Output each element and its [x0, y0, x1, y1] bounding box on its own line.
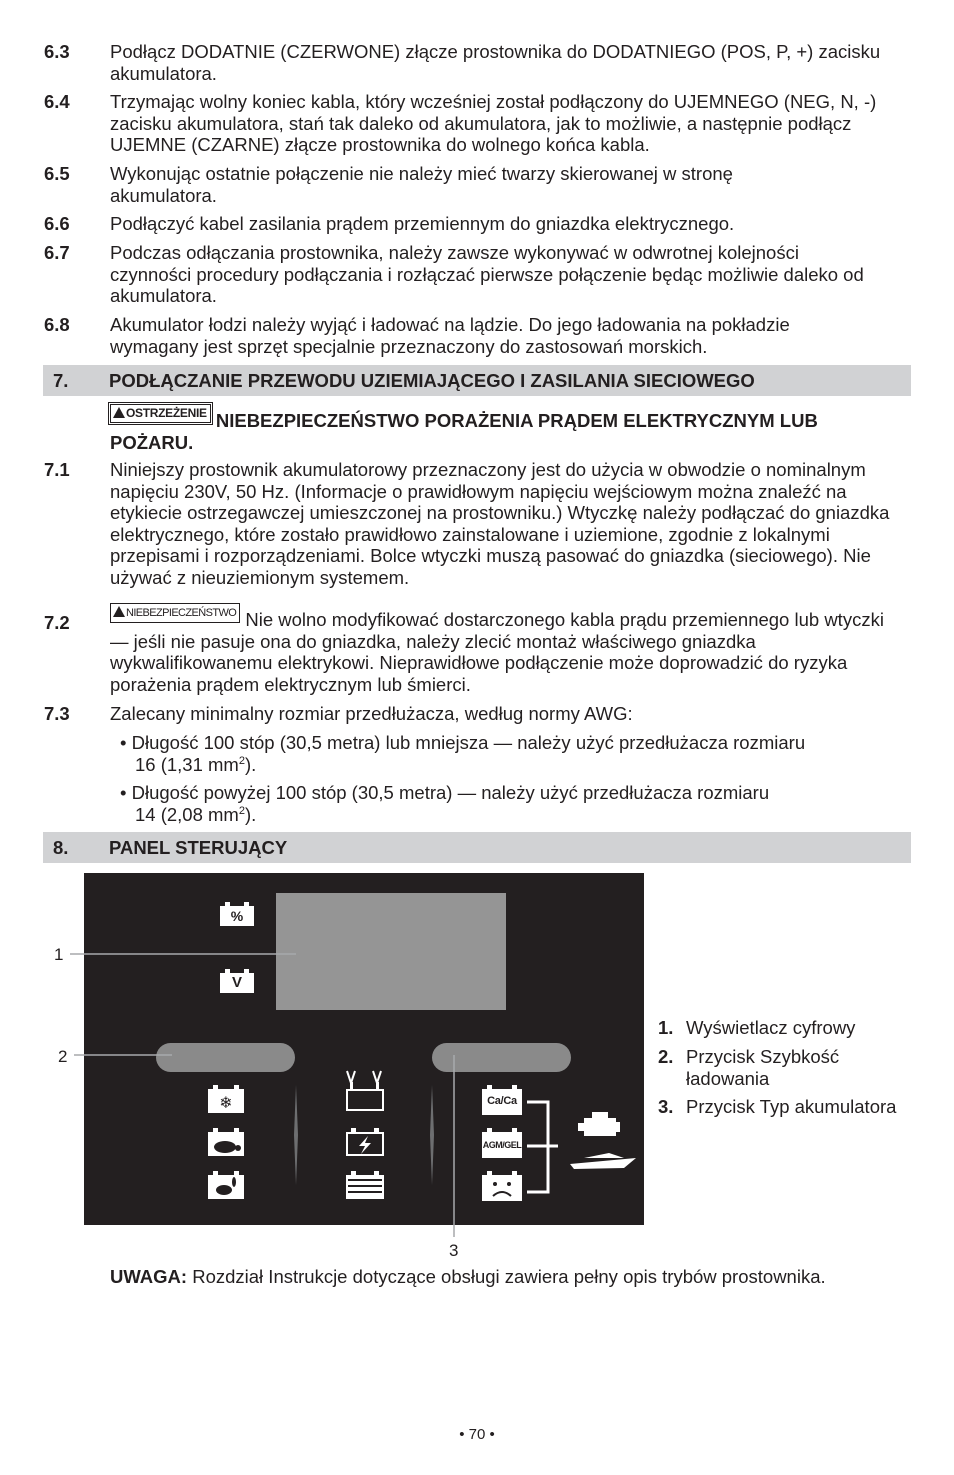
- svg-text:❄: ❄: [219, 1093, 233, 1112]
- item-number: 6.8: [44, 314, 70, 335]
- agm-gel-label: AGM/GEL: [482, 1140, 522, 1150]
- page-number: • 70 •: [459, 1426, 495, 1443]
- item-text: Podłączyć kabel zasilania prądem przemiennym do gniazdka elektrycznego.: [110, 213, 735, 234]
- snowflake-battery-icon: [208, 1085, 244, 1113]
- section-7-heading: [43, 365, 911, 396]
- section-title: PANEL STERUJĄCY: [109, 837, 288, 858]
- item-text: Wykonując ostatnie połączenie nie należy mieć twarzy skierowanej w stronę akumulatora.: [110, 163, 733, 206]
- bullet-item: • Długość powyżej 100 stóp (30,5 metra) — należy użyć przedłużacza rozmiaru 14 (2,08 $mm^2$).: [120, 782, 770, 825]
- callout-3: 3: [449, 1241, 459, 1260]
- warning-block: [44, 406, 906, 453]
- note: [110, 1266, 910, 1288]
- digital-display: [276, 893, 506, 1010]
- engine-icon: [578, 1112, 620, 1136]
- item-number: 7.2: [44, 612, 70, 633]
- warning-label: OSTRZEŻENIE: [110, 404, 211, 423]
- caca-label: Ca/Ca: [487, 1095, 517, 1107]
- warning-text: NIEBEZPIECZEŃSTWO PORAŻENIA PRĄDEM ELEKTRYCZNYM LUB POŻARU.: [110, 410, 818, 453]
- item-number: 7.1: [44, 459, 70, 480]
- note-text: Rozdział Instrukcje dotyczące obsługi zawiera pełny opis trybów prostownika.: [187, 1266, 826, 1287]
- separator-line: [294, 1085, 298, 1185]
- control-panel-illustration: [84, 873, 644, 1225]
- item-text: Zalecany minimalny rozmiar przedłużacza, według normy AWG:: [110, 703, 633, 724]
- section-number: 8.: [53, 837, 69, 858]
- item-text: Trzymając wolny koniec kabla, który wcześniej został podłączony do UJEMNEGO (NEG, N, -) zacisku akumulatora, stań tak daleko od akumulatora, jak to możliwie, a następnie podłącz UJEMNE (CZARNE) złącze prostownika do wolnego końca kabla.: [110, 91, 877, 155]
- clamps-battery-icon: [346, 1071, 384, 1111]
- item-7-1: [44, 459, 906, 588]
- battery-type-button: [432, 1043, 571, 1072]
- control-panel-svg: [84, 873, 644, 1225]
- item-6-6: [44, 213, 906, 235]
- item-7-3: [44, 703, 906, 725]
- turtle-battery-icon: [208, 1128, 244, 1156]
- item-number: 6.3: [44, 41, 70, 62]
- warning-triangle-icon: [113, 606, 125, 617]
- item-text: Nie wolno modyfikować dostarczonego kabla prądu przemiennego lub wtyczki — jeśli nie pasuje ona do gniazdka, należy zlecić montaż właściwego gniazdka wykwalifikowanemu elektrykowi. Nieprawidłowe podłączenie może doprowadzić do ryzyka porażenia prądem elektrycznym lub śmierci.: [110, 609, 884, 695]
- danger-label: NIEBEZPIECZEŃSTWO: [110, 603, 240, 623]
- charge-rate-button: [156, 1043, 295, 1072]
- item-text: Akumulator łodzi należy wyjąć i ładować na lądzie. Do jego ładowania na pokładzie wymagany jest sprzęt specjalnie przeznaczony do zastosowań morskich.: [110, 314, 790, 357]
- callout-1: 1: [54, 945, 64, 964]
- item-7-2: [44, 609, 906, 695]
- battery-type-bracket: [527, 1102, 558, 1192]
- item-number: 7.3: [44, 703, 70, 724]
- item-6-8: [44, 314, 906, 357]
- note-label: UWAGA:: [110, 1266, 188, 1287]
- section-8-heading: [43, 832, 911, 863]
- item-number: 6.4: [44, 91, 70, 112]
- item-number: 6.7: [44, 242, 70, 263]
- percent-label: %: [230, 908, 244, 924]
- rabbit-battery-icon: [208, 1171, 244, 1199]
- item-text: Podczas odłączania prostownika, należy zawsze wykonywać w odwrotnej kolejności czynności procedury podłączania i rozłączać pierwsze połączenie będąc możliwie daleko od akumulatora.: [110, 242, 864, 306]
- item-6-4: [44, 91, 906, 156]
- item-text: Podłącz DODATNIE (CZERWONE) złącze prostownika do DODATNIEGO (POS, P, +) zacisku akumulatora.: [110, 41, 881, 84]
- lightning-battery-icon: [346, 1128, 384, 1156]
- section-number: 7.: [53, 370, 69, 391]
- bullet-item: • Długość 100 stóp (30,5 metra) lub mniejsza — należy użyć przedłużacza rozmiaru 16 (1,31 $mm^2$).: [120, 732, 806, 775]
- full-battery-icon: [346, 1171, 384, 1199]
- volt-label: V: [231, 974, 242, 991]
- item-6-3: [44, 41, 906, 84]
- item-number: 6.6: [44, 213, 70, 234]
- item-text: Niniejszy prostownik akumulatorowy przeznaczony jest do użycia w obwodzie o nominalnym napięciu 230V, 50 Hz. (Informacje o prawidłowym napięciu wejściowym można znaleźć na etykiecie ostrzegawczej umieszczonej na prostowniku.) Wtyczkę należy podłączać do gniazdka elektrycznego, które zostało prawidłowo zainstalowane i uziemione, zgodnie z lokalnymi przepisami i rozporządzeniami. Bolce wtyczki muszą pasować do gniazdka (sieciowego). Nie używać z nieuziemionym systemem.: [110, 459, 890, 588]
- legend-item-3: 3. Przycisk Typ akumulatora: [658, 1096, 897, 1117]
- warning-triangle-icon: [113, 407, 125, 418]
- boat-icon: [570, 1153, 636, 1169]
- sad-battery-icon: [482, 1171, 522, 1201]
- legend-item-2: 2. Przycisk Szybkość ładowania: [658, 1046, 840, 1089]
- item-6-7: [44, 242, 906, 307]
- legend-item-1: 1. Wyświetlacz cyfrowy: [658, 1017, 856, 1038]
- separator-line: [430, 1085, 434, 1185]
- item-number: 6.5: [44, 163, 70, 184]
- callout-2: 2: [58, 1047, 68, 1066]
- section-title: PODŁĄCZANIE PRZEWODU UZIEMIAJĄCEGO I ZASILANIA SIECIOWEGO: [109, 370, 755, 391]
- item-6-5: [44, 163, 906, 206]
